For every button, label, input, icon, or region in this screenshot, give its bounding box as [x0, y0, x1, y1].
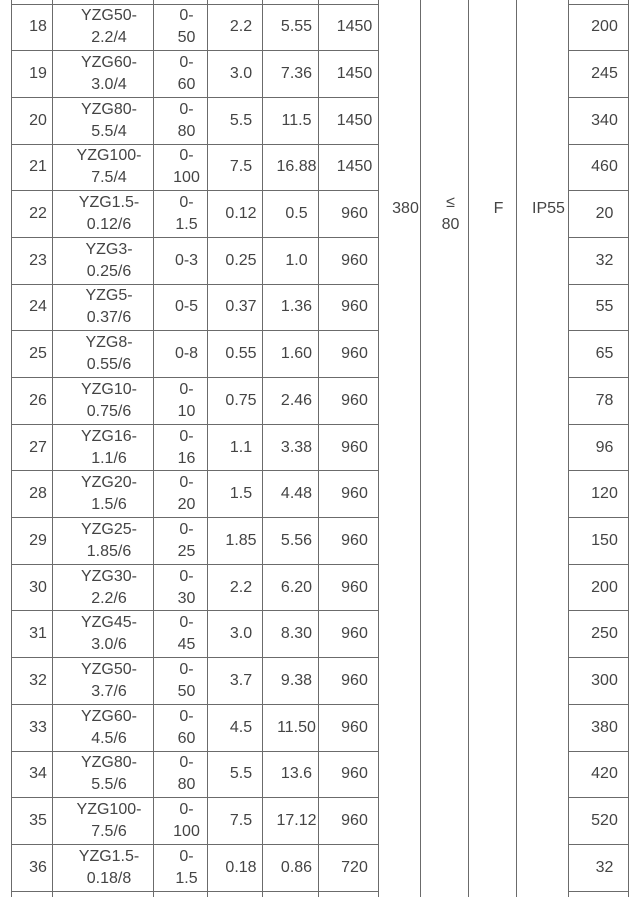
power-cell: 0.12	[208, 191, 263, 238]
current-cell: 5.55	[263, 4, 319, 51]
row-number-cell: 28	[12, 471, 53, 518]
current-cell: 1.0	[263, 237, 319, 284]
row-number-cell: 18	[12, 4, 53, 51]
partial-cell	[263, 891, 319, 897]
weight-cell: 200	[569, 564, 629, 611]
current-cell: 13.6	[263, 751, 319, 798]
weight-cell: 96	[569, 424, 629, 471]
model-text: YZG25-1.85/6	[80, 520, 137, 560]
model-text: YZG16-1.1/6	[80, 427, 137, 467]
range-cell	[154, 611, 208, 658]
weight-cell: 250	[569, 611, 629, 658]
insulation-class-value: F	[493, 200, 504, 217]
range-text: 0-5	[174, 298, 199, 316]
model-text: YZG60-4.5/6	[80, 707, 137, 747]
speed-cell: 960	[319, 611, 379, 658]
model-text: YZG5-0.37/6	[85, 287, 133, 327]
model-cell	[53, 704, 154, 751]
speed-cell: 960	[319, 518, 379, 565]
partial-cell	[569, 891, 629, 897]
row-number-cell: 24	[12, 284, 53, 331]
current-cell: 11.50	[263, 704, 319, 751]
model-text: YZG80-5.5/6	[80, 754, 137, 794]
model-text: YZG100-7.5/4	[76, 147, 142, 187]
range-text: 0-60	[177, 707, 196, 747]
row-number-cell: 25	[12, 331, 53, 378]
range-cell	[154, 798, 208, 845]
model-text: YZG20-1.5/6	[80, 474, 137, 514]
speed-cell: 960	[319, 284, 379, 331]
model-text: YZG60-3.0/4	[80, 54, 137, 94]
speed-cell: 1450	[319, 51, 379, 98]
model-cell	[53, 471, 154, 518]
range-text: 0-25	[177, 520, 196, 560]
speed-cell: 960	[319, 191, 379, 238]
range-cell	[154, 191, 208, 238]
model-cell	[53, 658, 154, 705]
range-text: 0-45	[177, 614, 196, 654]
range-cell	[154, 471, 208, 518]
row-number-cell: 36	[12, 844, 53, 891]
current-cell: 2.46	[263, 378, 319, 425]
weight-cell: 20	[569, 191, 629, 238]
row-number-cell: 29	[12, 518, 53, 565]
weight-cell: 120	[569, 471, 629, 518]
current-cell: 17.12	[263, 798, 319, 845]
range-text: 0-1.5	[175, 847, 198, 887]
current-cell: 0.5	[263, 191, 319, 238]
power-cell: 0.55	[208, 331, 263, 378]
weight-cell: 32	[569, 844, 629, 891]
range-cell	[154, 144, 208, 191]
model-cell	[53, 378, 154, 425]
power-cell: 7.5	[208, 144, 263, 191]
power-cell: 1.5	[208, 471, 263, 518]
weight-cell: 150	[569, 518, 629, 565]
speed-cell: 960	[319, 798, 379, 845]
speed-cell: 960	[319, 471, 379, 518]
weight-cell: 300	[569, 658, 629, 705]
range-text: 0-60	[177, 54, 196, 94]
row-number-cell: 30	[12, 564, 53, 611]
weight-cell: 420	[569, 751, 629, 798]
current-cell: 1.36	[263, 284, 319, 331]
range-cell	[154, 378, 208, 425]
range-text: 0-20	[177, 474, 196, 514]
current-cell: 6.20	[263, 564, 319, 611]
power-cell: 3.7	[208, 658, 263, 705]
range-text: 0-10	[177, 380, 196, 420]
weight-cell: 520	[569, 798, 629, 845]
power-cell: 4.5	[208, 704, 263, 751]
power-cell: 7.5	[208, 798, 263, 845]
current-cell: 1.60	[263, 331, 319, 378]
speed-cell: 960	[319, 751, 379, 798]
current-cell: 4.48	[263, 471, 319, 518]
range-text: 0-100	[173, 801, 200, 841]
weight-cell: 65	[569, 331, 629, 378]
speed-cell: 960	[319, 424, 379, 471]
partial-cell	[12, 891, 53, 897]
row-number-cell: 31	[12, 611, 53, 658]
range-text: 0-30	[177, 567, 196, 607]
power-cell: 2.2	[208, 4, 263, 51]
weight-cell: 245	[569, 51, 629, 98]
range-text: 0-80	[177, 100, 196, 140]
range-cell	[154, 51, 208, 98]
row-number-cell: 20	[12, 97, 53, 144]
range-cell	[154, 4, 208, 51]
row-number-cell: 33	[12, 704, 53, 751]
range-text: 0-8	[174, 345, 199, 363]
current-cell: 9.38	[263, 658, 319, 705]
model-cell	[53, 284, 154, 331]
power-cell: 2.2	[208, 564, 263, 611]
row-number-cell: 32	[12, 658, 53, 705]
current-cell: 7.36	[263, 51, 319, 98]
model-cell	[53, 51, 154, 98]
weight-cell: 55	[569, 284, 629, 331]
current-cell: 11.5	[263, 97, 319, 144]
power-cell: 0.25	[208, 237, 263, 284]
power-cell: 1.1	[208, 424, 263, 471]
speed-cell: 960	[319, 658, 379, 705]
speed-cell: 1450	[319, 97, 379, 144]
power-cell: 1.85	[208, 518, 263, 565]
range-text: 0-16	[177, 427, 196, 467]
model-text: YZG8-0.55/6	[85, 334, 133, 374]
weight-cell: 32	[569, 237, 629, 284]
row-number-cell: 21	[12, 144, 53, 191]
speed-cell: 960	[319, 237, 379, 284]
range-text: 0-3	[174, 251, 199, 269]
model-cell	[53, 751, 154, 798]
power-cell: 5.5	[208, 751, 263, 798]
protection-merged-cell	[517, 0, 569, 897]
weight-cell: 340	[569, 97, 629, 144]
protection-rating-value: IP55	[532, 200, 565, 217]
noise-value: ≤ 80	[441, 194, 460, 233]
power-cell: 0.75	[208, 378, 263, 425]
voltage-merged-cell	[379, 0, 421, 897]
partial-cell	[319, 891, 379, 897]
range-text: 0-1.5	[175, 194, 198, 234]
range-cell	[154, 564, 208, 611]
speed-cell: 960	[319, 564, 379, 611]
range-text: 0-50	[177, 7, 196, 47]
speed-cell: 960	[319, 378, 379, 425]
voltage-value: 380	[392, 200, 419, 217]
range-cell	[154, 97, 208, 144]
power-cell: 3.0	[208, 51, 263, 98]
model-cell	[53, 564, 154, 611]
power-cell: 3.0	[208, 611, 263, 658]
model-cell	[53, 844, 154, 891]
range-cell	[154, 424, 208, 471]
current-cell: 5.56	[263, 518, 319, 565]
speed-cell: 960	[319, 704, 379, 751]
range-text: 0-80	[177, 754, 196, 794]
current-cell: 0.86	[263, 844, 319, 891]
current-cell: 3.38	[263, 424, 319, 471]
range-cell	[154, 751, 208, 798]
model-cell	[53, 798, 154, 845]
model-cell	[53, 424, 154, 471]
model-text: YZG50-3.7/6	[80, 660, 137, 700]
model-cell	[53, 518, 154, 565]
range-text: 0-50	[177, 660, 196, 700]
power-cell: 5.5	[208, 97, 263, 144]
model-text: YZG45-3.0/6	[80, 614, 137, 654]
speed-cell: 960	[319, 331, 379, 378]
partial-cell	[53, 891, 154, 897]
model-cell	[53, 144, 154, 191]
model-text: YZG1.5-0.12/6	[78, 194, 140, 234]
model-cell	[53, 4, 154, 51]
range-cell	[154, 237, 208, 284]
model-cell	[53, 191, 154, 238]
weight-cell: 78	[569, 378, 629, 425]
model-text: YZG50-2.2/4	[80, 7, 137, 47]
model-text: YZG1.5-0.18/8	[78, 847, 140, 887]
power-cell: 0.18	[208, 844, 263, 891]
row-number-cell: 22	[12, 191, 53, 238]
speed-cell: 720	[319, 844, 379, 891]
current-cell: 16.88	[263, 144, 319, 191]
noise-merged-cell	[421, 0, 469, 897]
power-cell: 0.37	[208, 284, 263, 331]
model-text: YZG10-0.75/6	[80, 380, 137, 420]
spec-table	[11, 0, 629, 897]
weight-cell: 460	[569, 144, 629, 191]
model-cell	[53, 97, 154, 144]
model-cell	[53, 237, 154, 284]
range-cell	[154, 844, 208, 891]
weight-cell: 380	[569, 704, 629, 751]
row-number-cell: 35	[12, 798, 53, 845]
speed-cell: 1450	[319, 4, 379, 51]
row-number-cell: 19	[12, 51, 53, 98]
insulation-merged-cell	[469, 0, 517, 897]
weight-cell: 200	[569, 4, 629, 51]
range-cell	[154, 284, 208, 331]
range-text: 0-100	[173, 147, 200, 187]
row-number-cell: 23	[12, 237, 53, 284]
partial-cell	[208, 891, 263, 897]
model-cell	[53, 611, 154, 658]
current-cell: 8.30	[263, 611, 319, 658]
range-cell	[154, 658, 208, 705]
model-text: YZG3-0.25/6	[85, 240, 133, 280]
model-text: YZG30-2.2/6	[80, 567, 137, 607]
model-cell	[53, 331, 154, 378]
range-cell	[154, 704, 208, 751]
row-number-cell: 34	[12, 751, 53, 798]
partial-cell	[154, 891, 208, 897]
model-text: YZG100-7.5/6	[76, 801, 142, 841]
range-cell	[154, 331, 208, 378]
speed-cell: 1450	[319, 144, 379, 191]
row-number-cell: 27	[12, 424, 53, 471]
range-cell	[154, 518, 208, 565]
model-text: YZG80-5.5/4	[80, 100, 137, 140]
row-number-cell: 26	[12, 378, 53, 425]
